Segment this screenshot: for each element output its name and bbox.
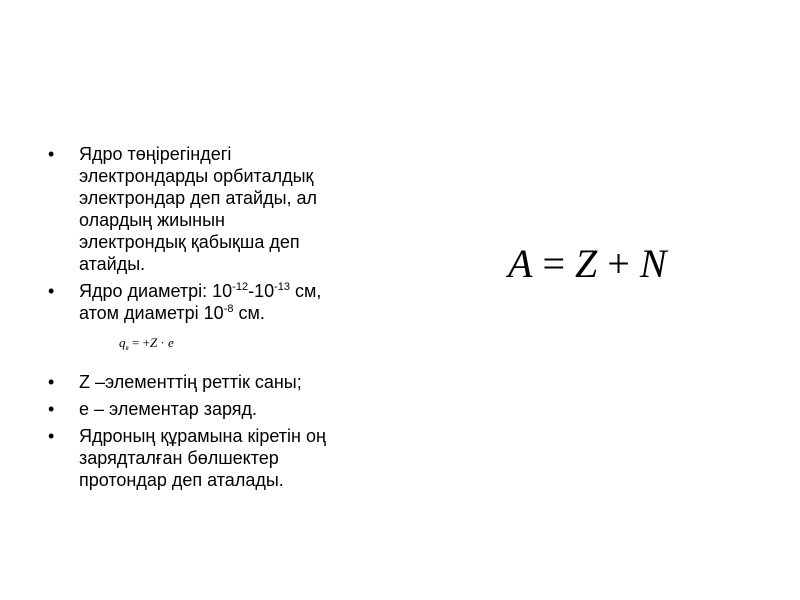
text: см.	[233, 303, 265, 323]
formula-q: q	[119, 335, 126, 350]
bullet-z-definition	[48, 371, 398, 393]
bullet-list	[48, 143, 398, 496]
diameter-line-atom	[79, 302, 398, 324]
bullet-line: олардың жиынын	[79, 210, 225, 230]
text: -10	[248, 281, 275, 301]
diameter-line-nucleus	[79, 280, 398, 302]
text: см,	[290, 281, 322, 301]
exponent: -13	[274, 281, 290, 293]
formula-z: Z	[149, 335, 158, 350]
mass-number-formula	[508, 240, 667, 288]
bullet-line: электрондар деп атайды, ал	[79, 188, 318, 208]
formula-dot: ·	[157, 335, 169, 350]
bullet-marker: •	[48, 372, 55, 392]
formula-e: e	[168, 335, 174, 350]
bullet-line: атайды.	[79, 254, 146, 274]
formula-a: A	[508, 241, 533, 286]
bullet-line: электрондарды орбиталдық	[79, 166, 314, 186]
bullet-line: электрондық қабықша деп	[79, 232, 300, 252]
text: атом диаметрі 10	[79, 303, 224, 323]
formula-n: N	[639, 241, 667, 286]
bullet-line: e – элементар заряд.	[79, 399, 258, 419]
formula-equals: =	[532, 241, 575, 286]
formula-q-subscript: я	[125, 344, 129, 352]
bullet-e-definition	[48, 398, 398, 420]
bullet-marker: •	[48, 281, 55, 301]
exponent: -12	[232, 281, 249, 293]
formula-plus: +	[597, 241, 640, 286]
text: Ядро диаметрі: 10	[79, 281, 233, 301]
bullet-line: Ядро төңірегіндегі	[79, 144, 232, 164]
bullet-electron-shell	[48, 143, 398, 275]
nucleus-charge-formula	[48, 329, 398, 371]
bullet-diameter	[48, 280, 398, 324]
formula-z: Z	[575, 241, 598, 286]
bullet-marker: •	[48, 144, 55, 164]
bullet-line: протондар деп аталады.	[79, 470, 284, 490]
bullet-line: Ядроның құрамына кіретін оң	[79, 426, 326, 446]
bullet-line: зарядталған бөлшектер	[79, 448, 279, 468]
bullet-marker: •	[48, 426, 55, 446]
bullet-line: Z –элементтің реттік саны;	[79, 372, 302, 392]
bullet-protons	[48, 425, 398, 491]
exponent: -8	[223, 303, 234, 315]
bullet-marker: •	[48, 399, 55, 419]
formula-equals-plus: = +	[128, 335, 150, 350]
